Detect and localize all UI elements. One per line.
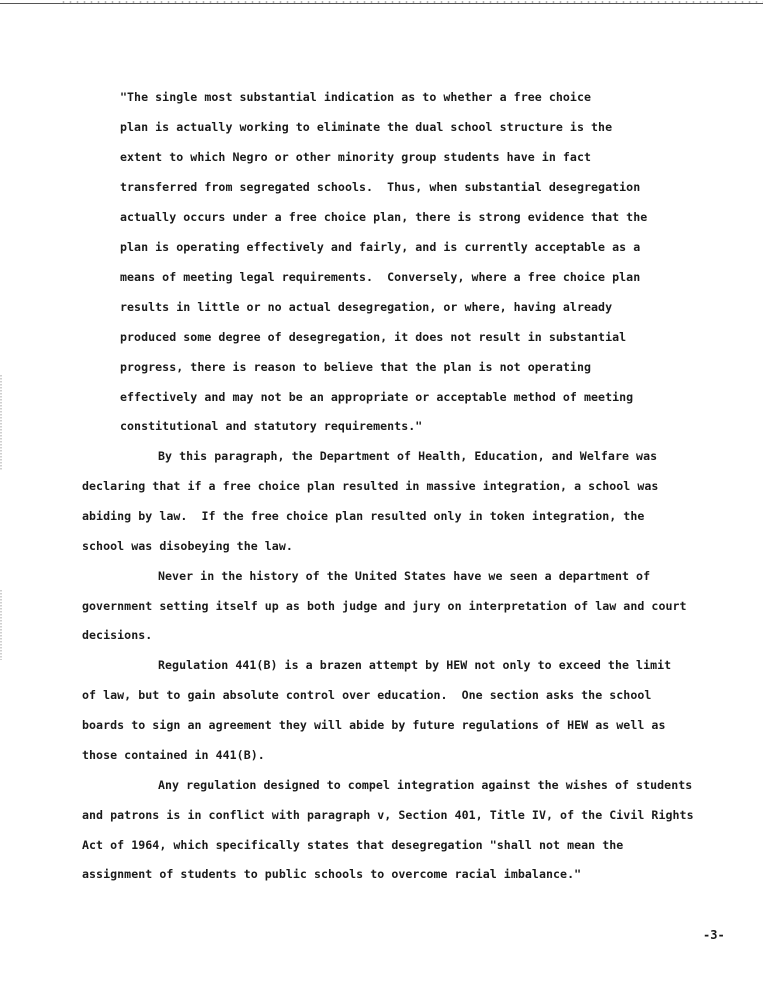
quote-line: means of meeting legal requirements. Conversely, where a free choice plan [120, 270, 641, 284]
quote-line: transferred from segregated schools. Thus, when substantial desegregation [120, 180, 641, 194]
body-line: declaring that if a free choice plan resulted in massive integration, a school was [82, 479, 659, 493]
body-line: assignment of students to public schools to overcome racial imbalance." [82, 867, 582, 881]
body-line: of law, but to gain absolute control over education. One section asks the school [82, 688, 652, 702]
quote-line: "The single most substantial indication as to whether a free choice [120, 90, 592, 104]
quote-line: actually occurs under a free choice plan, there is strong evidence that the [120, 210, 648, 224]
body-line: boards to sign an agreement they will abide by future regulations of HEW as well as [82, 718, 666, 732]
body-line: school was disobeying the law. [82, 539, 293, 553]
body-line: decisions. [82, 628, 153, 642]
top-border-perforation [60, 0, 763, 4]
body-line: Any regulation designed to compel integration against the wishes of students [158, 778, 693, 792]
left-margin-mark [0, 375, 2, 470]
quote-line: results in little or no actual desegregation, or where, having already [120, 300, 613, 314]
quote-line: plan is actually working to eliminate the dual school structure is the [120, 120, 613, 134]
quote-line: produced some degree of desegregation, it does not result in substantial [120, 330, 627, 344]
quote-line: progress, there is reason to believe that the plan is not operating [120, 360, 592, 374]
quote-line: constitutional and statutory requirements." [120, 419, 423, 433]
body-line: abiding by law. If the free choice plan resulted only in token integration, the [82, 509, 645, 523]
page-number: -3- [703, 928, 725, 942]
body-line: Never in the history of the United States have we seen a department of [158, 569, 651, 583]
body-line: those contained in 441(B). [82, 748, 265, 762]
quote-line: extent to which Negro or other minority group students have in fact [120, 150, 592, 164]
body-line: and patrons is in conflict with paragraph v, Section 401, Title IV, of the Civil Rights [82, 808, 694, 822]
body-line: Act of 1964, which specifically states that desegregation "shall not mean the [82, 838, 624, 852]
body-line: government setting itself up as both judge and jury on interpretation of law and court [82, 599, 687, 613]
body-line: Regulation 441(B) is a brazen attempt by HEW not only to exceed the limit [158, 658, 672, 672]
quote-line: effectively and may not be an appropriate or acceptable method of meeting [120, 390, 634, 404]
quote-line: plan is operating effectively and fairly, and is currently acceptable as a [120, 240, 641, 254]
left-margin-mark [0, 590, 2, 660]
body-line: By this paragraph, the Department of Health, Education, and Welfare was [158, 449, 658, 463]
